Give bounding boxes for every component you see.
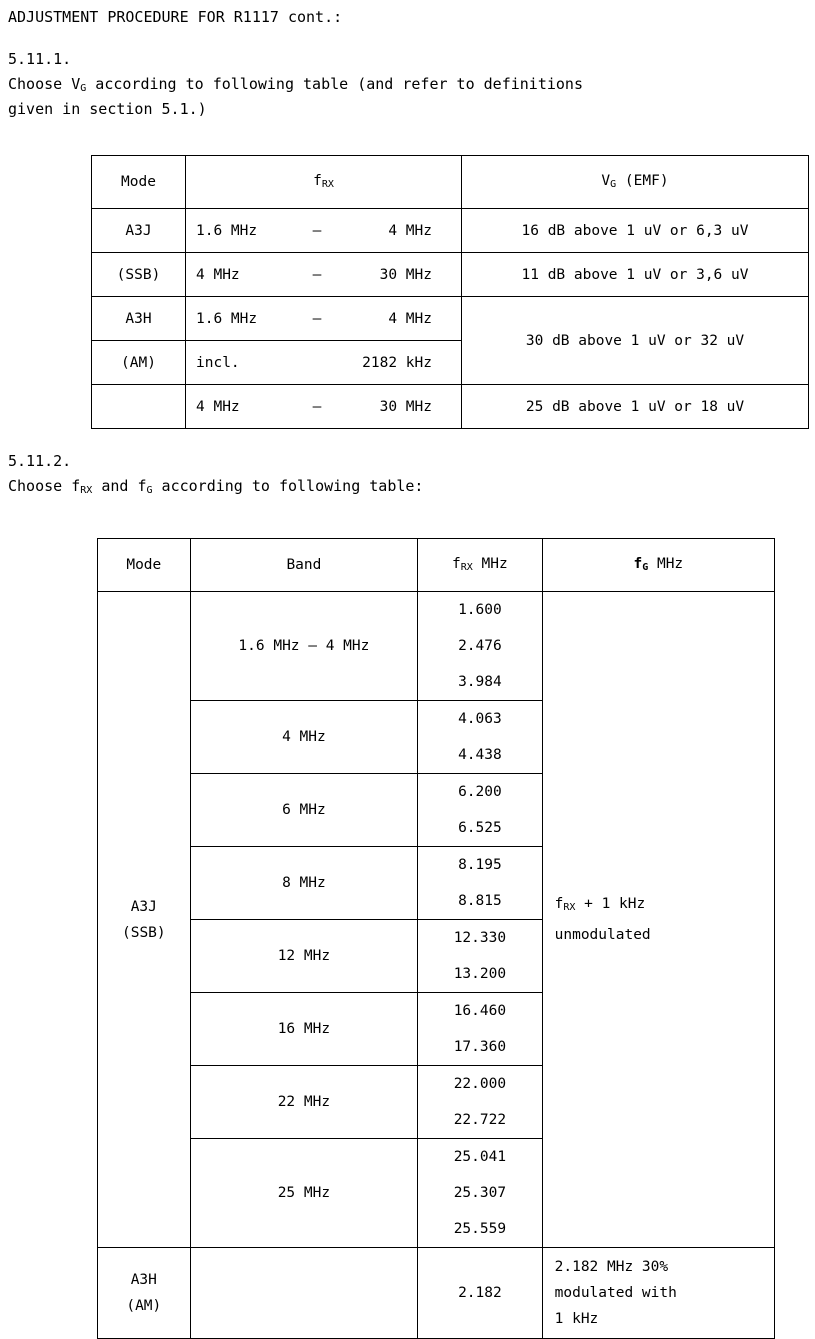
cell-mode-a3h-line2: (AM) bbox=[92, 341, 186, 385]
subscript-rx: RX bbox=[460, 562, 473, 574]
cell-mode-a3j-line2: (SSB) bbox=[92, 253, 186, 297]
header-fg: $f_G$ MHz bbox=[542, 539, 774, 592]
fg-modulation-text: 2.182 MHz 30% modulated with 1 kHz bbox=[554, 1259, 677, 1327]
cell-mode-empty bbox=[92, 385, 186, 429]
section-text-5-11-2: Choose $f_{RX}$ and $f_G$ according to following table: bbox=[8, 477, 424, 497]
cell-band: 1.6 MHz – 4 MHz bbox=[190, 592, 418, 701]
table-row bbox=[92, 209, 809, 253]
table-vg-selection bbox=[91, 155, 809, 429]
subscript-rx: RX bbox=[80, 485, 93, 497]
cell-band: 4 MHz bbox=[190, 701, 418, 774]
table-row-header bbox=[92, 156, 809, 209]
cell-band: 22 MHz bbox=[190, 1066, 418, 1139]
freq-incl: incl. 2182 kHz bbox=[196, 354, 432, 371]
header-vg: $V_G$ (EMF) bbox=[462, 156, 809, 209]
table-row bbox=[92, 385, 809, 429]
subscript-g: G bbox=[80, 83, 87, 95]
cell-frx-incl bbox=[186, 341, 462, 385]
subscript-rx: RX bbox=[321, 179, 334, 191]
fg-formula-text: $f_{RX} + 1$ kHz unmodulated bbox=[554, 896, 651, 943]
subscript-g: G bbox=[642, 562, 649, 574]
cell-fg-formula bbox=[542, 592, 774, 1248]
cell-vg-value: 30 dB above 1 uV or 32 uV bbox=[462, 297, 809, 385]
cell-frx-list: 22.000 22.722 bbox=[418, 1066, 542, 1139]
section-text-5-11-1 bbox=[8, 74, 583, 120]
table-row-header bbox=[98, 539, 775, 592]
cell-frx-list: 8.195 8.815 bbox=[418, 847, 542, 920]
table-row bbox=[98, 592, 775, 701]
freq-range: 1.6 MHz – 4 MHz bbox=[196, 222, 432, 239]
cell-frx-list: 25.041 25.307 25.559 bbox=[418, 1139, 542, 1248]
cell-band: 6 MHz bbox=[190, 774, 418, 847]
cell-mode-a3j: A3J (SSB) bbox=[98, 592, 191, 1248]
header-band: Band bbox=[190, 539, 418, 592]
cell-band: 8 MHz bbox=[190, 847, 418, 920]
header-frx: $f_{RX}$ bbox=[186, 156, 462, 209]
freq-range: 4 MHz – 30 MHz bbox=[196, 398, 432, 415]
cell-band: 25 MHz bbox=[190, 1139, 418, 1248]
cell-frx-range bbox=[186, 253, 462, 297]
section-number-5-11-2: 5.11.2. bbox=[8, 452, 72, 470]
cell-frx-range bbox=[186, 385, 462, 429]
table-row bbox=[92, 297, 809, 341]
cell-frx-list: 12.330 13.200 bbox=[418, 920, 542, 993]
cell-vg-value: 16 dB above 1 uV or 6,3 uV bbox=[462, 209, 809, 253]
cell-frx-list: 6.200 6.525 bbox=[418, 774, 542, 847]
cell-mode-a3h-line1: A3H bbox=[92, 297, 186, 341]
header-mode: Mode bbox=[92, 156, 186, 209]
subscript-rx: RX bbox=[563, 902, 576, 914]
subscript-g: G bbox=[610, 179, 617, 191]
section1-line2: given in section 5.1.) bbox=[8, 100, 207, 119]
header-frx: $f_{RX}$ MHz bbox=[418, 539, 542, 592]
freq-range: 4 MHz – 30 MHz bbox=[196, 266, 432, 283]
cell-vg-value: 25 dB above 1 uV or 18 uV bbox=[462, 385, 809, 429]
table-frx-fg-selection bbox=[97, 538, 775, 1339]
cell-mode-a3h: A3H (AM) bbox=[98, 1248, 191, 1339]
header-mode: Mode bbox=[98, 539, 191, 592]
table-row bbox=[92, 253, 809, 297]
cell-band: 12 MHz bbox=[190, 920, 418, 993]
page-title: ADJUSTMENT PROCEDURE FOR R1117 cont.: bbox=[8, 8, 343, 26]
subscript-g: G bbox=[146, 485, 153, 497]
cell-mode-a3j-line1: A3J bbox=[92, 209, 186, 253]
cell-frx-range bbox=[186, 209, 462, 253]
cell-frx-list: 1.600 2.476 3.984 bbox=[418, 592, 542, 701]
cell-band: 16 MHz bbox=[190, 993, 418, 1066]
cell-frx-range bbox=[186, 297, 462, 341]
freq-range: 1.6 MHz – 4 MHz bbox=[196, 310, 432, 327]
cell-vg-value: 11 dB above 1 uV or 3,6 uV bbox=[462, 253, 809, 297]
section1-line1: Choose $V_G$ according to following table (and refer to definitions bbox=[8, 75, 583, 95]
cell-frx-list: 16.460 17.360 bbox=[418, 993, 542, 1066]
section-number-5-11-1: 5.11.1. bbox=[8, 50, 72, 68]
cell-frx-value: 2.182 bbox=[418, 1248, 542, 1339]
cell-frx-list: 4.063 4.438 bbox=[418, 701, 542, 774]
